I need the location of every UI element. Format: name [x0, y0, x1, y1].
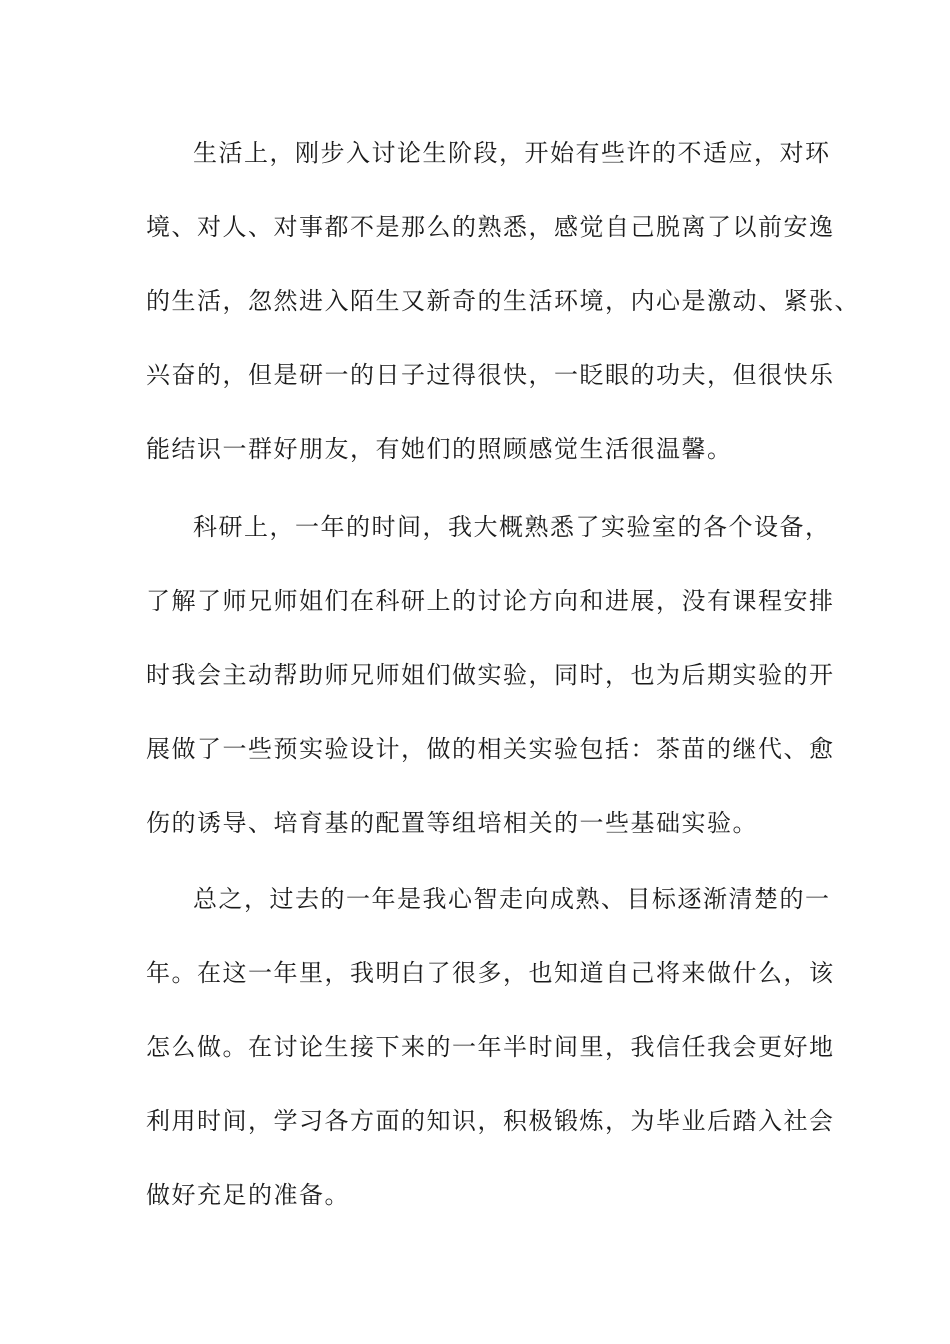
paragraph-1-line-1: 生活上，刚步入讨论生阶段，开始有些许的不适应，对环 [193, 139, 831, 167]
paragraph-3-line-4: 利用时间，学习各方面的知识，积极锻炼，为毕业后踏入社会 [146, 1107, 835, 1135]
paragraph-2-line-4: 展做了一些预实验设计，做的相关实验包括：茶苗的继代、愈 [146, 735, 835, 763]
paragraph-3-line-1: 总之，过去的一年是我心智走向成熟、目标逐渐清楚的一 [193, 885, 831, 913]
paragraph-2-line-1: 科研上，一年的时间，我大概熟悉了实验室的各个设备， [193, 513, 831, 541]
paragraph-2-line-2: 了解了师兄师姐们在科研上的讨论方向和进展，没有课程安排 [146, 587, 835, 615]
paragraph-3-line-3: 怎么做。在讨论生接下来的一年半时间里，我信任我会更好地 [146, 1033, 835, 1061]
paragraph-1-line-3: 的生活，忽然进入陌生又新奇的生活环境，内心是激动、紧张、 [146, 287, 860, 315]
paragraph-2-line-3: 时我会主动帮助师兄师姐们做实验，同时，也为后期实验的开 [146, 661, 835, 689]
paragraph-1-line-2: 境、对人、对事都不是那么的熟悉，感觉自己脱离了以前安逸 [146, 213, 835, 241]
paragraph-1-line-5: 能结识一群好朋友，有她们的照顾感觉生活很温馨。 [146, 435, 733, 463]
paragraph-3-line-2: 年。在这一年里，我明白了很多，也知道自己将来做什么，该 [146, 959, 835, 987]
paragraph-1-line-4: 兴奋的，但是研一的日子过得很快，一眨眼的功夫，但很快乐 [146, 361, 835, 389]
paragraph-3-line-5: 做好充足的准备。 [146, 1181, 350, 1209]
paragraph-2-line-5: 伤的诱导、培育基的配置等组培相关的一些基础实验。 [146, 809, 758, 837]
